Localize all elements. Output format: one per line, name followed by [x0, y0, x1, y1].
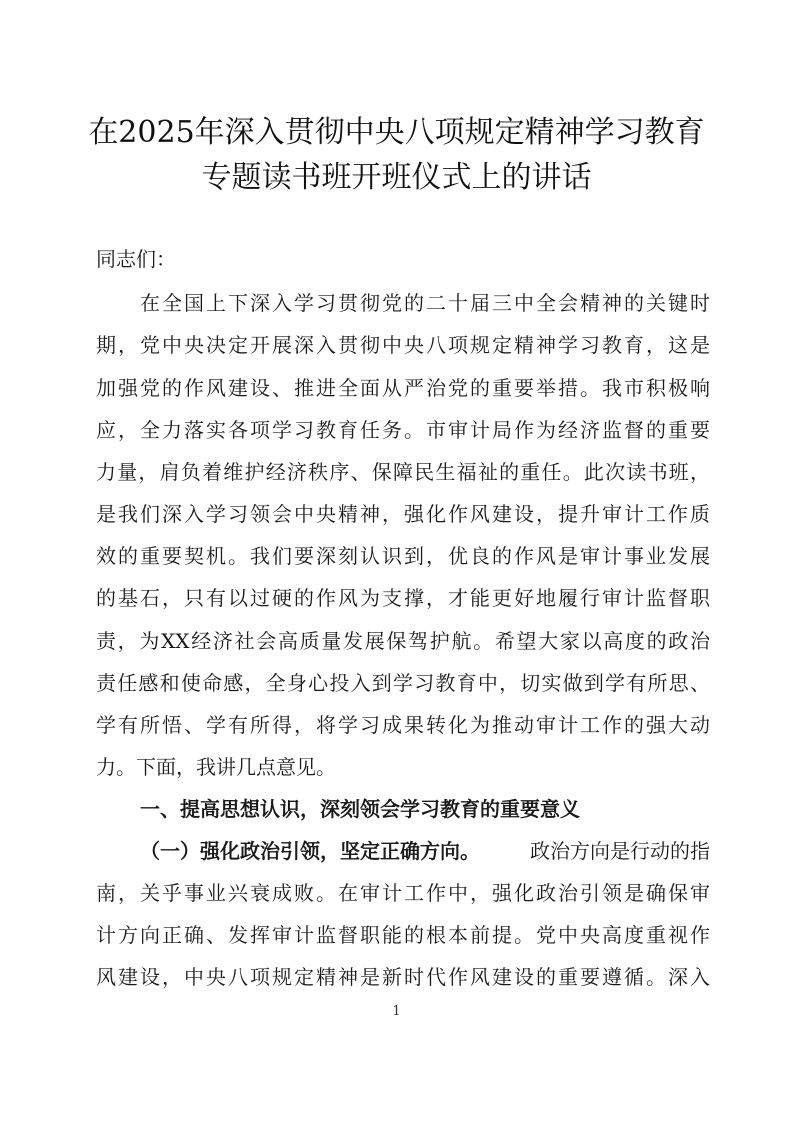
paragraph-line: 效的重要契机。我们要深刻认识到，优良的作风是审计事业发展 — [96, 544, 710, 568]
document-title-line-1: 在2025年深入贯彻中央八项规定精神学习教育 — [88, 115, 705, 150]
paragraph-line: 在全国上下深入学习贯彻党的二十届三中全会精神的关键时 — [140, 291, 710, 315]
paragraph-line: 责，为XX经济社会高质量发展保驾护航。希望大家以高度的政治 — [96, 629, 710, 653]
paragraph-line: 风建设，中央八项规定精神是新时代作风建设的重要遵循。深入 — [96, 965, 710, 989]
paragraph-line: 力量，肩负着维护经济秩序、保障民生福祉的重任。此次读书班， — [96, 460, 710, 484]
page-number: 1 — [392, 1004, 401, 1019]
subsection-heading: （一）强化政治引领，坚定正确方向。 — [140, 839, 480, 863]
subsection-first-line-rest: 政治方向是行动的指 — [530, 839, 710, 863]
subsection-first-line — [140, 836, 710, 866]
paragraph-line: 是我们深入学习领会中央精神，强化作风建设，提升审计工作质 — [96, 502, 710, 526]
document-title-line-2: 专题读书班开班仪式上的讲话 — [201, 160, 592, 195]
paragraph-line: 加强党的作风建设、推进全面从严治党的重要举措。我市积极响 — [96, 376, 710, 400]
paragraph-line: 责任感和使命感，全身心投入到学习教育中，切实做到学有所思、 — [96, 671, 710, 695]
salutation: 同志们： — [96, 247, 176, 271]
paragraph-line: 南，关乎事业兴衰成败。在审计工作中，强化政治引领是确保审 — [96, 881, 710, 905]
paragraph-line: 力。下面，我讲几点意见。 — [96, 755, 336, 779]
paragraph-line: 应，全力落实各项学习教育任务。市审计局作为经济监督的重要 — [96, 418, 710, 442]
paragraph-line: 的基石，只有以过硬的作风为支撑，才能更好地履行审计监督职 — [96, 586, 710, 610]
paragraph-line: 学有所悟、学有所得，将学习成果转化为推动审计工作的强大动 — [96, 713, 710, 737]
section-heading-1: 一、提高思想认识，深刻领会学习教育的重要意义 — [140, 797, 580, 821]
paragraph-line: 计方向正确、发挥审计监督职能的根本前提。党中央高度重视作 — [96, 923, 710, 947]
paragraph-line: 期，党中央决定开展深入贯彻中央八项规定精神学习教育，这是 — [96, 333, 710, 357]
